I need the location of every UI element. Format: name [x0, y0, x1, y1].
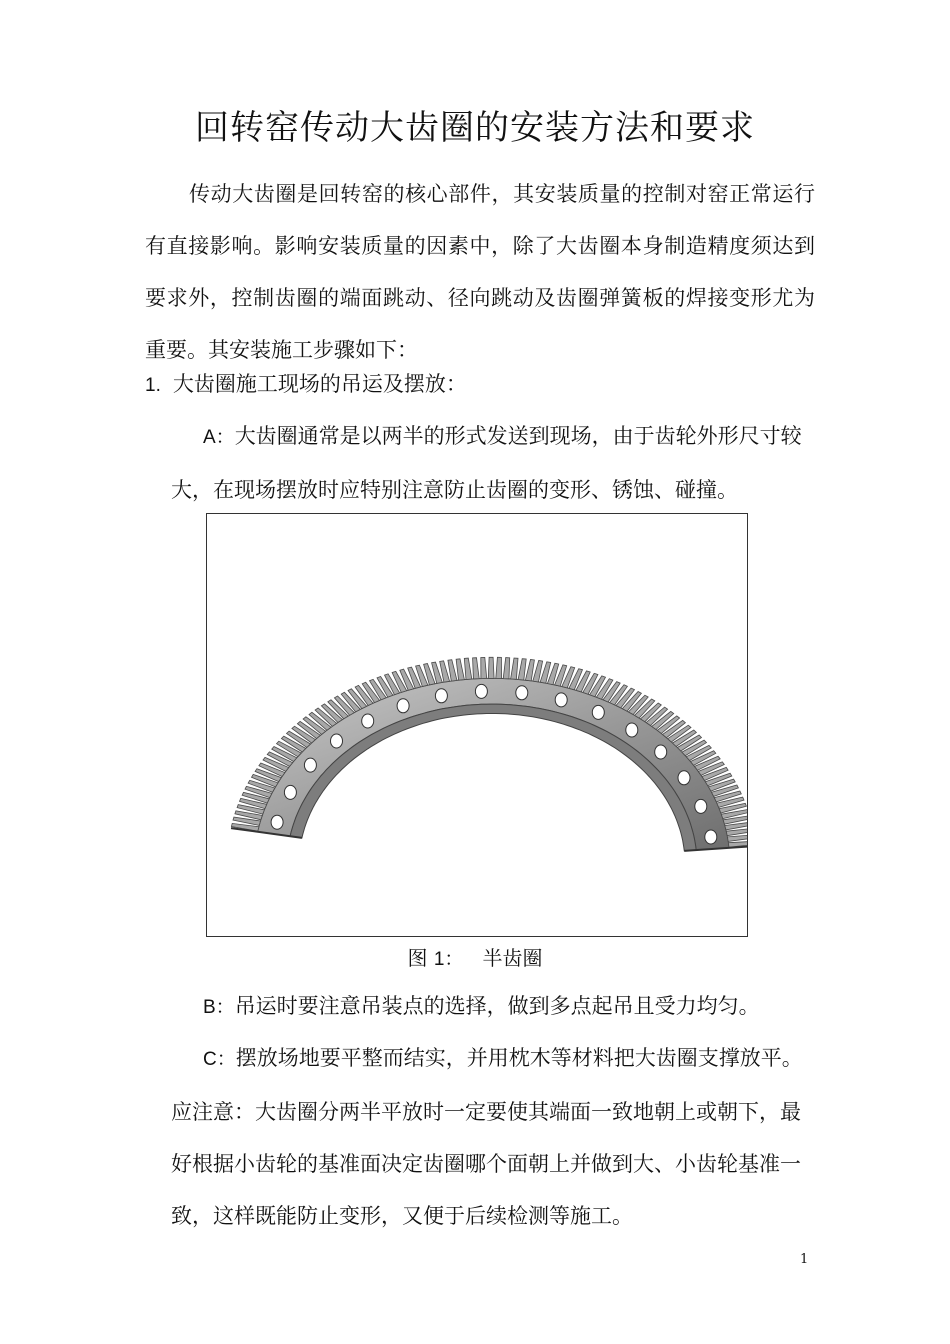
figure-caption-text: 半齿圈 [482, 946, 543, 970]
item-c-text: 摆放场地要平整而结实，并用枕木等材料把大齿圈支撑放平。应注意：大齿圈分两半平放时一定要使其端面一致地朝上或朝下，最好根据小齿轮的基准面决定齿圈哪个面朝上并做到大、小齿轮基准一致，这样既能防止变形，又便于后续检测等施工。 [171, 1046, 803, 1228]
gear-tooth [473, 658, 480, 679]
gear-tooth [525, 660, 534, 681]
bolt-hole [435, 689, 447, 703]
bolt-hole [695, 799, 707, 813]
figure-caption [0, 942, 950, 971]
item-a-text: 大齿圈通常是以两半的形式发送到现场，由于齿轮外形尺寸较大，在现场摆放时应特别注意防止齿圈的变形、锈蚀、碰撞。 [171, 424, 802, 502]
page-number: 1 [800, 1252, 809, 1267]
item-c-lead: C： [203, 1049, 236, 1070]
bolt-hole [304, 758, 316, 772]
item-b-lead: B： [203, 997, 235, 1018]
gear-tooth [448, 660, 457, 681]
half-gear-ring-figure [206, 513, 748, 937]
gear-tooth [728, 835, 748, 842]
item-c-paragraph [171, 1032, 811, 1242]
gear-tooth [518, 659, 526, 680]
gear-tooth [488, 657, 494, 678]
bolt-hole [271, 815, 283, 829]
bolt-hole [678, 771, 690, 785]
section-1-number: 1. [145, 375, 161, 396]
item-b-paragraph [171, 980, 811, 1034]
item-b-text: 吊运时要注意吊装点的选择，做到多点起吊且受力均匀。 [234, 994, 760, 1018]
gear-tooth [511, 658, 518, 679]
bolt-hole [516, 686, 528, 700]
section-1-text: 大齿圈施工现场的吊运及摆放： [172, 372, 467, 396]
bolt-hole [397, 699, 409, 713]
figure-caption-number: 1： [433, 949, 464, 970]
bolt-hole [592, 705, 604, 719]
bolt-hole [284, 785, 296, 799]
gear-tooth [503, 658, 510, 679]
bolt-hole [475, 684, 487, 698]
bolt-hole [362, 714, 374, 728]
gear-tooth [481, 657, 487, 678]
section-1-heading [145, 364, 467, 406]
item-a-paragraph [171, 410, 811, 516]
bolt-hole [626, 723, 638, 737]
figure-caption-prefix: 图 [407, 946, 428, 970]
item-a-lead: A： [203, 427, 235, 448]
gear-tooth [464, 658, 472, 679]
bolt-hole [331, 734, 343, 748]
half-gear-ring-illustration [207, 514, 747, 936]
document-title: 回转窑传动大齿圈的安装方法和要求 [195, 108, 755, 148]
gear-tooth [456, 659, 464, 680]
intro-paragraph: 传动大齿圈是回转窑的核心部件，其安装质量的控制对窑正常运行有直接影响。影响安装质量的因素中，除了大齿圈本身制造精度须达到要求外，控制齿圈的端面跳动、径向跳动及齿圈弹簧板的焊接变形尤为重要。其安装施工步骤如下： [145, 182, 815, 362]
gear-tooth [496, 657, 502, 678]
bolt-hole [705, 830, 717, 844]
bolt-hole [555, 693, 567, 707]
bolt-hole [655, 745, 667, 759]
